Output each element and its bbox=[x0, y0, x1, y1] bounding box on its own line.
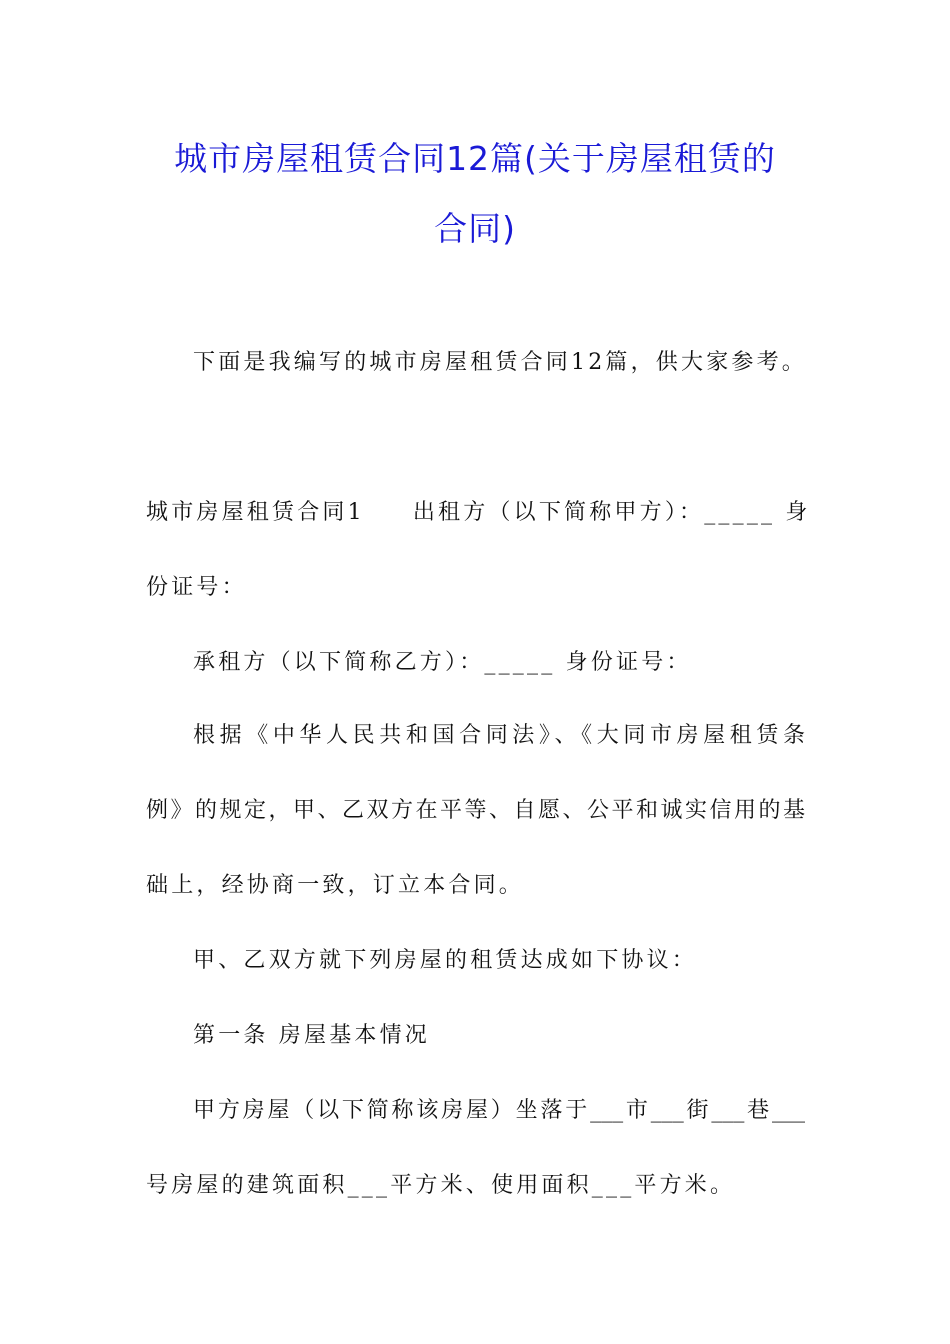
article-1-line-1: 甲方房屋（以下简称该房屋）坐落于___市___街___巷___ bbox=[193, 1098, 805, 1123]
document-title-line-2: 合同) bbox=[434, 209, 516, 248]
article-1-line-2: 号房屋的建筑面积___平方米、使用面积___平方米。 bbox=[146, 1173, 736, 1198]
basis-line-3: 础上，经协商一致，订立本合同。 bbox=[146, 873, 525, 898]
article-1-title: 第一条 房屋基本情况 bbox=[193, 1023, 430, 1048]
agreement-line: 甲、乙双方就下列房屋的租赁达成如下协议： bbox=[193, 948, 698, 973]
basis-line-2: 例》的规定，甲、乙双方在平等、自愿、公平和诚实信用的基 bbox=[146, 798, 805, 823]
document-title-line-1: 城市房屋租赁合同12篇(关于房屋租赁的 bbox=[174, 139, 776, 178]
lessee-line: 承租方（以下简称乙方）：_____ 身份证号： bbox=[193, 650, 692, 675]
contract-1-heading: 城市房屋租赁合同1 bbox=[146, 500, 365, 525]
intro-paragraph: 下面是我编写的城市房屋租赁合同12篇，供大家参考。 bbox=[193, 350, 807, 375]
lessor-line: 出租方（以下简称甲方）：_____ 身 bbox=[412, 500, 811, 525]
contract-1-first-line bbox=[146, 495, 811, 526]
lessor-id-line: 份证号： bbox=[146, 575, 247, 600]
basis-line-1: 根据《中华人民共和国合同法》、《大同市房屋租赁条 bbox=[193, 723, 805, 748]
